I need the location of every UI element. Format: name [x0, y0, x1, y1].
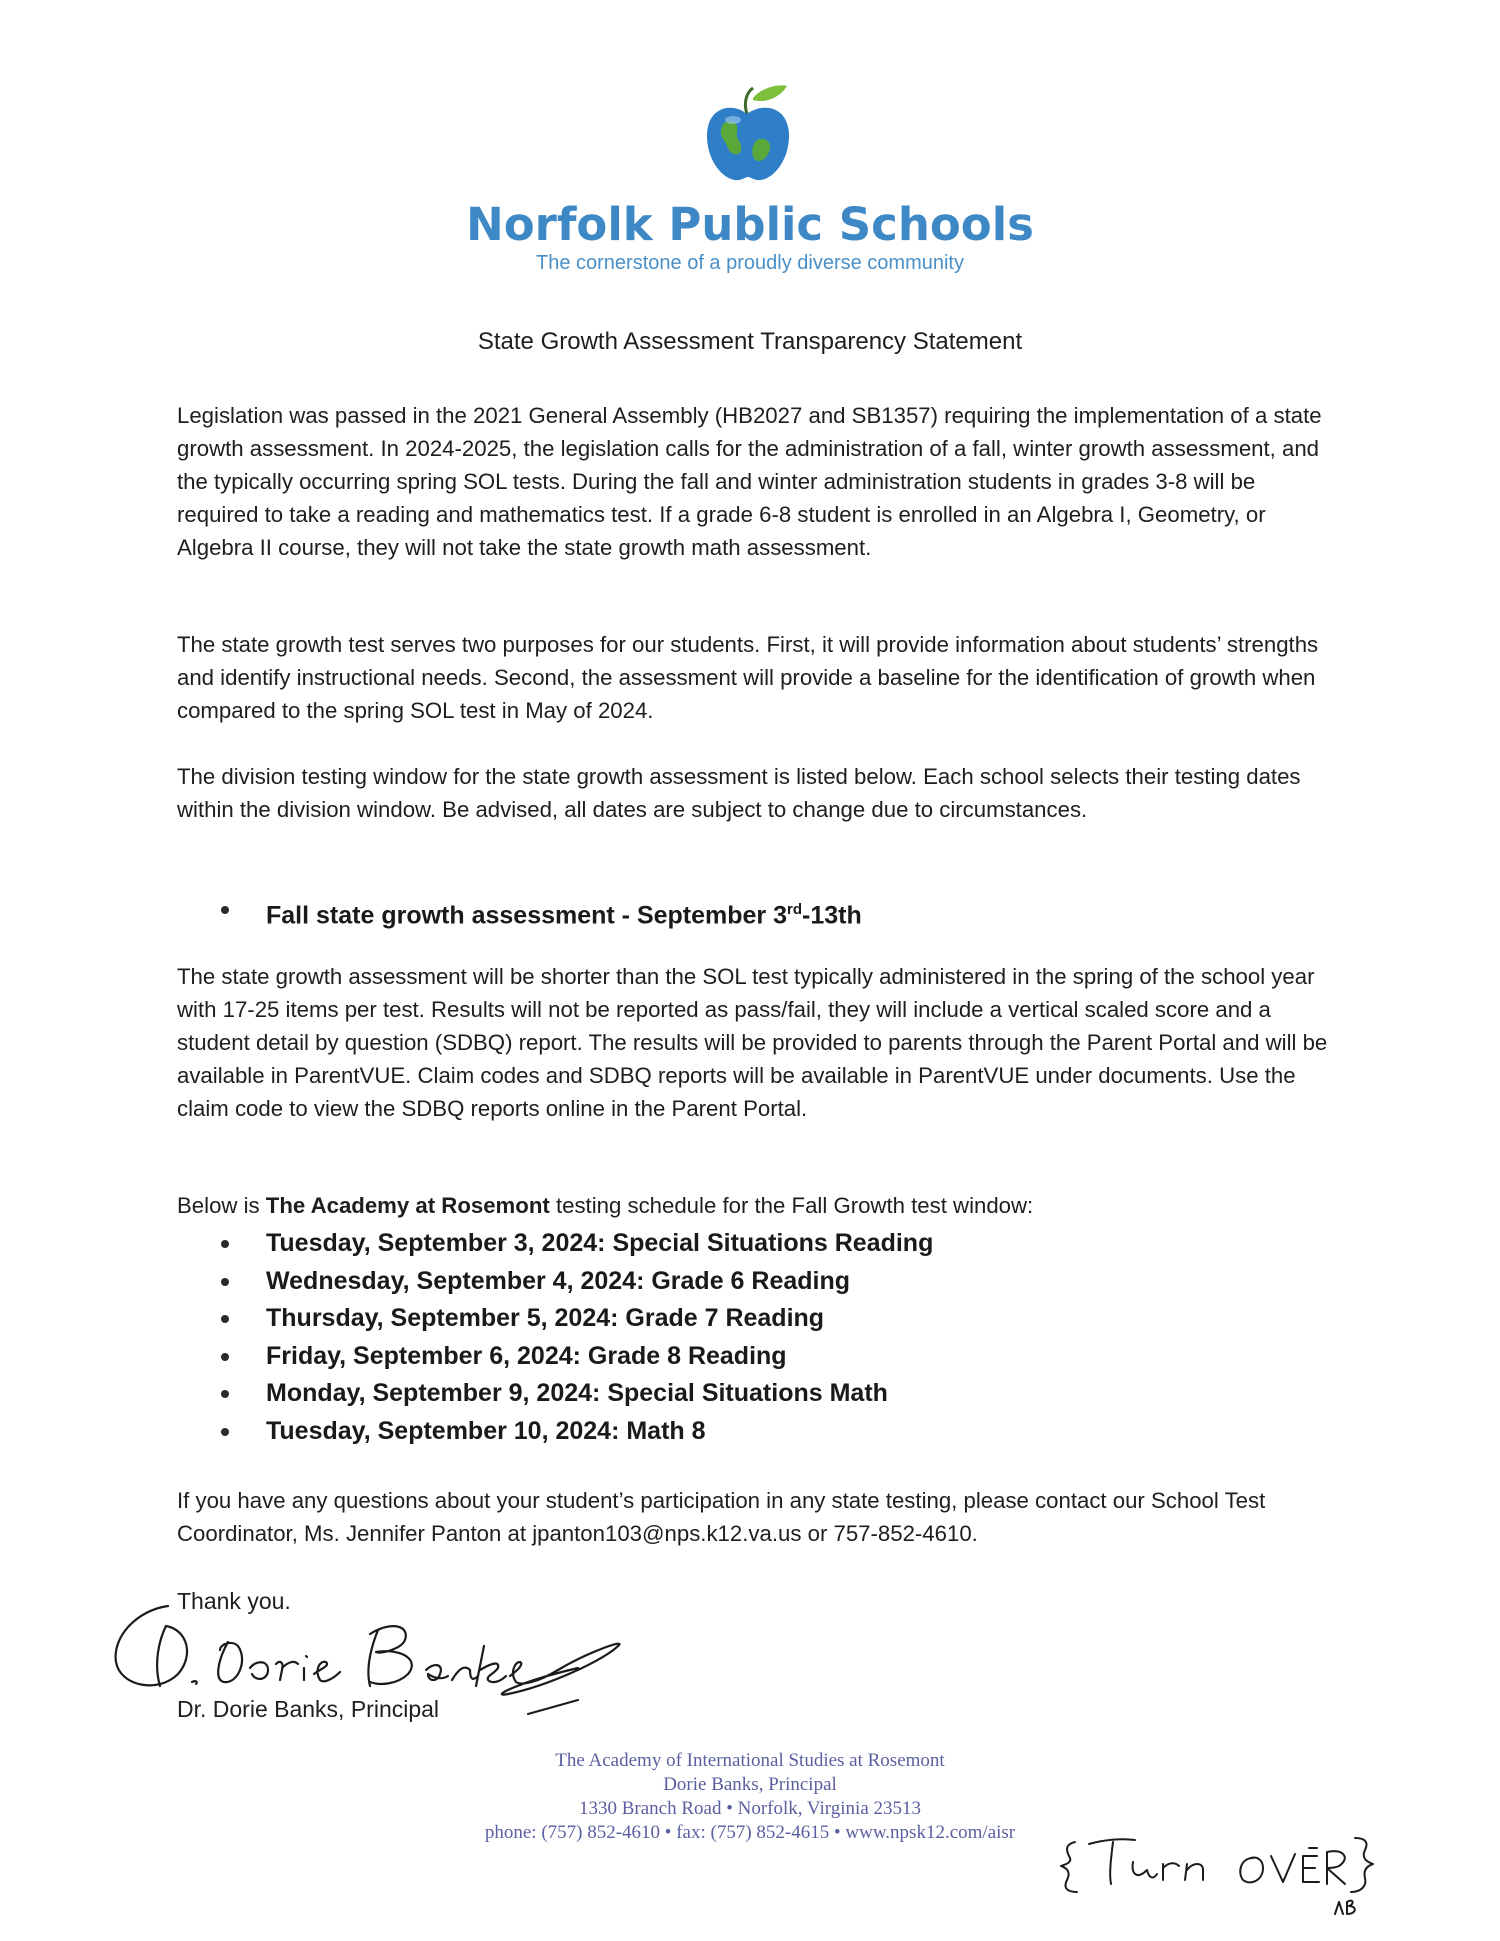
schedule-item: Thursday, September 5, 2024: Grade 7 Reading: [266, 1304, 825, 1332]
paragraph-contact: If you have any questions about your student’s participation in any state testing, please contact our School Test Coordinator, Ms. Jennifer Panton at jpanton103@nps.k12.va.us or 757-852-4610.: [177, 1488, 1266, 1546]
window-superscript: rd: [787, 901, 803, 918]
org-name: Norfolk Public Schools: [466, 198, 1034, 251]
schedule-intro-after: testing schedule for the Fall Growth test window:: [549, 1193, 1034, 1218]
list-item: [177, 1225, 933, 1263]
handwritten-turn-over-note: [1055, 1818, 1415, 1928]
list-item: [177, 890, 862, 935]
closing-thanks: Thank you.: [177, 1588, 291, 1614]
globe-apple-icon: [703, 84, 793, 184]
schedule-list: [177, 1225, 933, 1450]
footer-school: The Academy of International Studies at Rosemont: [555, 1750, 945, 1771]
list-item: [177, 1338, 933, 1376]
schedule-item: Tuesday, September 3, 2024: Special Situations Reading: [266, 1229, 934, 1257]
paragraph-testing-window: The division testing window for the state growth assessment is listed below. Each school selects their testing dates within the division window. Be advised, all dates are subject to change due to circumstances.: [177, 764, 1301, 822]
testing-window-list: [177, 890, 862, 935]
bullet-icon: [221, 1240, 229, 1248]
paragraph-schedule-intro: [177, 1189, 1337, 1222]
bullet-icon: [221, 1353, 229, 1361]
signer-name: Dr. Dorie Banks, Principal: [177, 1696, 440, 1722]
paragraph-results: The state growth assessment will be shorter than the SOL test typically administered in the spring of the school year with 17-25 items per test. Results will not be reported as pass/fail, they will include a vertical scaled score and a student detail by question (SDBQ) report. The results will be provided to parents through the Parent Portal and will be available in ParentVUE. Claim codes and SDBQ reports will be available in ParentVUE under documents. Use the claim code to view the SDBQ reports online in the Parent Portal.: [177, 964, 1328, 1121]
bullet-icon: [221, 1315, 229, 1323]
window-label: Fall state growth assessment - September 3: [266, 901, 788, 930]
org-tagline: The cornerstone of a proudly diverse community: [536, 252, 964, 274]
paragraph-legislation: Legislation was passed in the 2021 General Assembly (HB2027 and SB1357) requiring the implementation of a state growth assessment. In 2024-2025, the legislation calls for the administration of a fall, winter growth assessment, and the typically occurring spring SOL tests. During the fall and winter administration students in grades 3-8 will be required to take a reading and mathematics test. If a grade 6-8 student is enrolled in an Algebra I, Geometry, or Algebra II course, they will not take the state growth math assessment.: [177, 403, 1322, 560]
list-item: [177, 1375, 933, 1413]
footer-principal: Dorie Banks, Principal: [663, 1774, 837, 1795]
list-item: [177, 1413, 933, 1451]
schedule-item: Friday, September 6, 2024: Grade 8 Reading: [266, 1341, 787, 1370]
footer-address: 1330 Branch Road • Norfolk, Virginia 23513: [578, 1798, 922, 1819]
window-end: -13th: [802, 901, 862, 930]
bullet-icon: [221, 1390, 229, 1398]
bullet-icon: [221, 1278, 229, 1286]
schedule-item: Monday, September 9, 2024: Special Situations Math: [266, 1379, 888, 1407]
school-name: The Academy at Rosemont: [265, 1193, 550, 1218]
schedule-item: Wednesday, September 4, 2024: Grade 6 Reading: [266, 1266, 851, 1295]
schedule-intro-before: Below is: [177, 1193, 266, 1218]
bullet-icon: [221, 906, 229, 914]
list-item: [177, 1263, 933, 1301]
schedule-item: Tuesday, September 10, 2024: Math 8: [266, 1416, 706, 1445]
paragraph-purposes: The state growth test serves two purposes for our students. First, it will provide information about students’ strengths and identify instructional needs. Second, the assessment will provide a baseline for the identification of growth when compared to the spring SOL test in May of 2024.: [177, 632, 1319, 723]
list-item: [177, 1300, 933, 1338]
document-title: State Growth Assessment Transparency Statement: [477, 328, 1023, 355]
footer-contact: phone: (757) 852-4610 • fax: (757) 852-4615 • www.npsk12.com/aisr: [484, 1822, 1016, 1843]
bullet-icon: [221, 1428, 229, 1436]
